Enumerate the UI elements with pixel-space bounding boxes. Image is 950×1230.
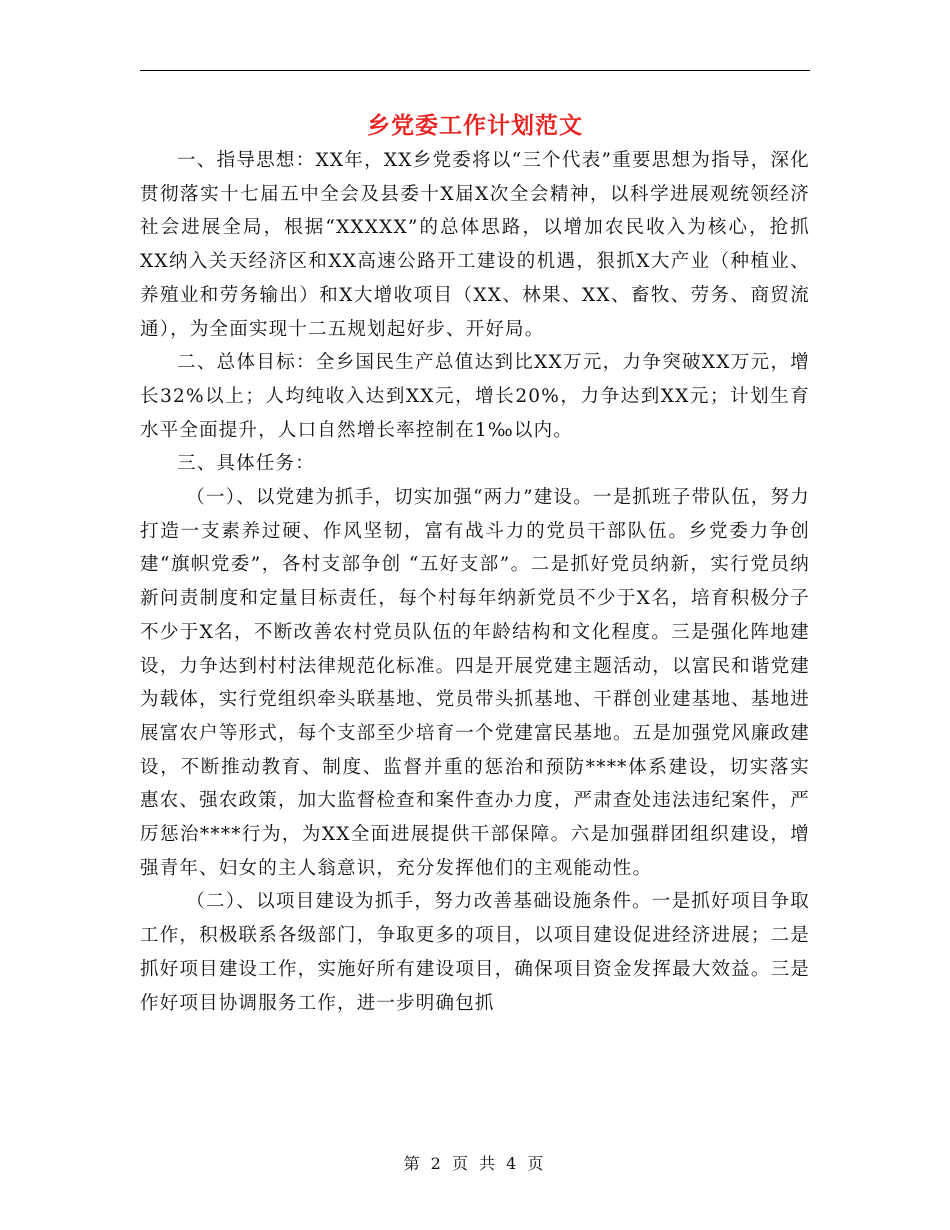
paragraph-guiding-ideology: 一、指导思想：XX年，XX乡党委将以“三个代表”重要思想为指导，深化贯彻落实十七届五中全会及县委十X届X次全会精神，以科学进展观统领经济社会进展全局，根据“XXXXX”的总体思路，以增加农民收入为核心，抢抓XX纳入关天经济区和XX高速公路开工建设的机遇，狠抓X大产业（种植业、养殖业和劳务输出）和X大增收项目（XX、林果、XX、畜牧、劳务、商贸流通），为全面实现十二五规划起好步、开好局。 (140, 150, 810, 340)
page-number-footer: 第 2 页 共 4 页 (403, 1154, 547, 1173)
document-body (140, 144, 810, 1020)
document-title: 乡党委工作计划范文 (367, 112, 583, 139)
paragraph-overall-goals: 二、总体目标：全乡国民生产总值达到比XX万元，力争突破XX万元，增长32%以上；人均纯收入达到XX元，增长20%，力争达到XX元；计划生育水平全面提升，人口自然增长率控制在1‰以内。 (140, 352, 810, 441)
paragraph-specific-tasks-heading: 三、具体任务： (177, 453, 315, 475)
paragraph-task-project-construction: （二）、以项目建设为抓手，努力改善基础设施条件。一是抓好项目争取工作，积极联系各级部门，争取更多的项目，以项目建设促进经济进展；二是抓好项目建设工作，实施好所有建设项目，确保项目资金发挥最大效益。三是作好项目协调服务工作，进一步明确包抓 (140, 891, 810, 1014)
paragraph-task-party-building: （一）、以党建为抓手，切实加强“两力”建设。一是抓班子带队伍，努力打造一支素养过硬、作风坚韧，富有战斗力的党员干部队伍。乡党委力争创建“旗帜党委”，各村支部争创 “五好支部”。二是抓好党员纳新，实行党员纳新问责制度和定量目标责任，每个村每年纳新党员不少于X名，培育积极分子不少于X名，不断改善农村党员队伍的年龄结构和文化程度。三是强化阵地建设，力争达到村村法律规范化标准。四是开展党建主题活动，以富民和谐党建为载体，实行党组织牵头联基地、党员带头抓基地、干群创业建基地、基地进展富农户等形式，每个支部至少培育一个党建富民基地。五是加强党风廉政建设，不断推动教育、制度、监督并重的惩治和预防****体系建设，切实落实惠农、强农政策，加大监督检查和案件查办力度，严肃查处违法违纪案件，严厉惩治****行为，为XX全面进展提供干部保障。六是加强群团组织建设，增强青年、妇女的主人翁意识，充分发挥他们的主观能动性。 (140, 487, 810, 879)
header-rule (140, 70, 810, 71)
